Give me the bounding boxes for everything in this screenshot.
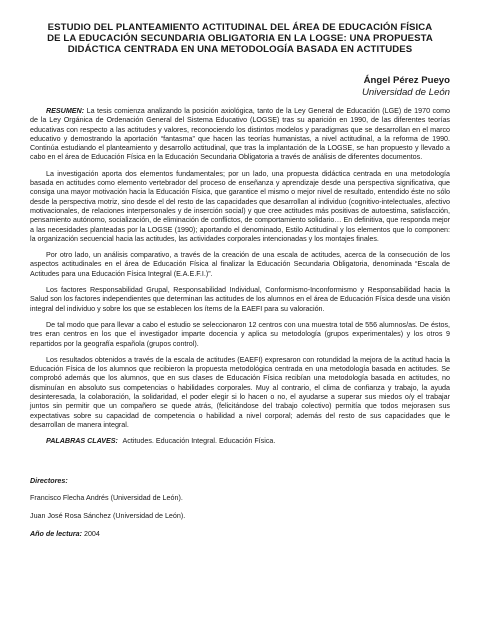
keywords-text: Actitudes. Educación Integral. Educación Física. bbox=[122, 437, 276, 446]
abstract-paragraph: Los resultados obtenidos a través de la escala de actitudes (EAEFI) expresaron con rotundidad la mejora de la actitud hacia la Educación Física de los alumnos que recibieron la propuesta metodológica centrada en una metodología basada en actitudes. Se comprobó además que los alumnos, que en sus clases de Educación Física recibían una metodología basada en actitudes, no disminuían en absoluto sus competencias o habilidades corporales. Muy al contrario, el clima de confianza y trabajo, la ayuda desinteresada, la colaboración, la solidaridad, el poder elegir si lo hacen o no, el ayudarse a superar sus miedos o/y el trabajar juntos sin permitir que un compañero se quede atrás, (felicitándose del trabajo colectivo) permitía que todos mejorasen sus expectativas sobre su capacidad de competencia o habilidad a nivel corporal; además del resto de sus capacidades que le desarrollan de manera integral. bbox=[30, 355, 450, 429]
author-institution: Universidad de León bbox=[361, 87, 450, 98]
title-line: DIDÁCTICA CENTRADA EN UNA METODOLOGÍA BASADA EN ACTITUDES bbox=[67, 44, 413, 55]
abstract-body bbox=[30, 107, 450, 430]
reading-year-label: Año de lectura: bbox=[30, 530, 82, 539]
thesis-title bbox=[34, 22, 446, 55]
abstract-paragraph-text: La tesis comienza analizando la posición axiológica, tanto de la Ley General de Educación (LGE) de 1970 como de la Ley Orgánica de Ordenación General del Sistema Educativo (LOGSE) tras su aparición en 1990, de las diferentes teorías educativas con respecto a las actitudes y valores, reconociendo los distintos modelos y paradigmas que se desarrollan en el marco educativo y demostrando la aportación “fantasma” que hacen las teorías humanistas, a nivel actitudinal, a la reforma de 1990. Continúa estudiando el planteamiento y desarrollo actitudinal, que tras la implantación de la LOGSE, se han propuesto y llevado a cabo en el área de Educación Física en la Educación Secundaria Obligatoria a través de análisis de diferentes documentos. bbox=[30, 107, 451, 162]
director-name: Juan José Rosa Sánchez (Universidad de León). bbox=[30, 512, 186, 521]
keywords-label: PALABRAS CLAVES: bbox=[46, 437, 118, 446]
title-line: DE LA EDUCACIÓN SECUNDARIA OBLIGATORIA EN LA LOGSE: UNA PROPUESTA bbox=[47, 33, 433, 44]
directors-label: Directores: bbox=[30, 476, 68, 485]
abstract-label: RESUMEN: bbox=[46, 107, 85, 115]
directors-block bbox=[30, 477, 450, 522]
abstract-paragraph: La investigación aporta dos elementos fundamentales; por un lado, una propuesta didáctica centrada en una metodología basada en actitudes como elemento vertebrador del proceso de enseñanza y aprendizaje desde una perspectiva significativa, que consiga una mayor motivación hacia la Educación Física, que garantice el mismo o mejor nivel de resultado, entendido éste no sólo desde la perspectiva motriz, sino desde el del resto de las capacidades que desarrollan al individuo (cognitivo-intelectuales, afectivo motivacionales, de relaciones interpersonales y de inserción social) y que cree actitudes más positivas de autoestima, satisfacción, pensamiento autónomo, socialización, de eliminación de conflictos, de comportamiento solidario… En definitiva, que responda mejor a las necesidades planteadas por la LOGSE (1990); aportando el denominado, Estilo Actitudinal y los elementos que lo componen: la organización secuencial hacia las actitudes, las actividades corporales intencionadas y los montajes finales. bbox=[30, 169, 450, 243]
abstract-paragraph bbox=[30, 107, 450, 163]
title-line: ESTUDIO DEL PLANTEAMIENTO ACTITUDINAL DEL ÁREA DE EDUCACIÓN FÍSICA bbox=[47, 22, 433, 33]
director-name: Francisco Flecha Andrés (Universidad de León). bbox=[30, 493, 183, 502]
keywords-line bbox=[30, 437, 450, 446]
abstract-paragraph: Por otro lado, un análisis comparativo, a través de la creación de una escala de actitudes, acerca de la consecución de los aspectos actitudinales en el área de Educación Física al finalizar la Educación Secundaria Obligatoria, denominada “Escala de Actitudes para una Educación Física Integral (E.A.E.F.I.)”. bbox=[30, 251, 450, 278]
abstract-paragraph: Los factores Responsabilidad Grupal, Responsabilidad Individual, Conformismo-Inconformismo y Responsabilidad hacia la Salud son los factores independientes que determinan las actitudes de los alumnos en el área de Educación Física desde una visión integral del individuo y sobre los que se establecen los ítems de la EAEFI para su valoración. bbox=[30, 286, 450, 313]
abstract-paragraph: De tal modo que para llevar a cabo el estudio se seleccionaron 12 centros con una muestra total de 556 alumnos/as. De éstos, tres eran centros en los que el investigador imparte docencia y aplica su metodología (grupos experimentales) y los otros 9 repartidos por la geografía española (grupos control). bbox=[30, 320, 450, 348]
author-name: Ángel Pérez Pueyo bbox=[363, 75, 450, 86]
reading-year bbox=[30, 530, 450, 539]
author-block bbox=[30, 75, 450, 99]
reading-year-value: 2004 bbox=[83, 530, 100, 539]
